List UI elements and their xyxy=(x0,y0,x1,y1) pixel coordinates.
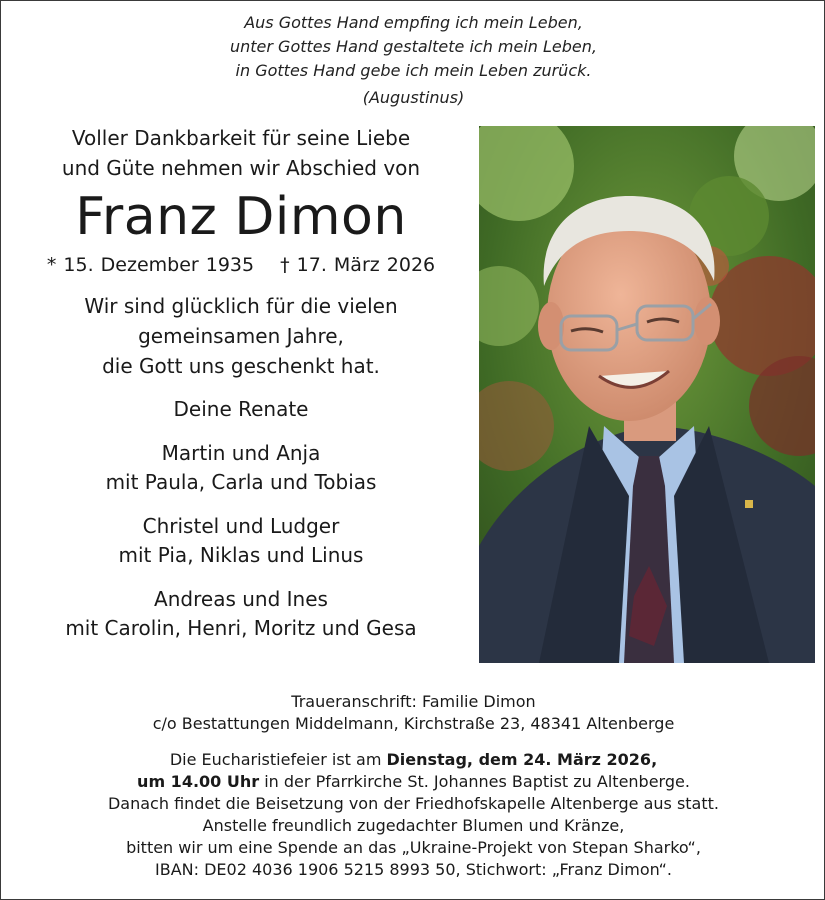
quote-line: unter Gottes Hand gestaltete ich mein Leben, xyxy=(229,37,597,56)
service-line: Anstelle freundlich zugedachter Blumen und Kränze, xyxy=(202,816,625,835)
portrait-photo xyxy=(479,126,815,663)
birth-date: * 15. Dezember 1935 xyxy=(46,254,255,276)
family-line: mit Pia, Niklas und Linus xyxy=(118,543,364,567)
family-line: Andreas und Ines xyxy=(154,587,328,611)
family-group xyxy=(13,439,469,497)
family-group xyxy=(13,585,469,643)
intro-text xyxy=(13,123,469,183)
service-line: um 14.00 Uhr in der Pfarrkirche St. Johannes Baptist zu Altenberge. xyxy=(137,772,690,791)
family-group xyxy=(13,512,469,570)
family-line: Deine Renate xyxy=(173,397,309,421)
intro-line: und Güte nehmen wir Abschied von xyxy=(61,156,421,180)
life-dates xyxy=(13,251,469,279)
intro-line: Voller Dankbarkeit für seine Liebe xyxy=(71,126,411,150)
family-line: mit Paula, Carla und Tobias xyxy=(105,470,377,494)
portrait-illustration xyxy=(479,126,815,663)
mourning-address-line: c/o Bestattungen Middelmann, Kirchstraße 23, 48341 Altenberge xyxy=(152,714,675,733)
verse-line: Wir sind glücklich für die vielen xyxy=(84,294,398,318)
funeral-details xyxy=(1,691,825,881)
service-details xyxy=(1,749,825,881)
service-line: Danach findet die Beisetzung von der Friedhofskapelle Altenberge aus statt. xyxy=(107,794,719,813)
service-line: IBAN: DE02 4036 1906 5215 8993 50, Stichwort: „Franz Dimon“. xyxy=(155,860,672,879)
announcement-column xyxy=(13,123,469,658)
mourning-address-line: Traueranschrift: Familie Dimon xyxy=(291,692,536,711)
verse-line: gemeinsamen Jahre, xyxy=(138,324,344,348)
verse-line: die Gott uns geschenkt hat. xyxy=(102,354,380,378)
deceased-name: Franz Dimon xyxy=(75,187,407,247)
family-line: Christel und Ludger xyxy=(142,514,340,538)
quote-line: in Gottes Hand gebe ich mein Leben zurück. xyxy=(235,61,592,80)
quote-source: (Augustinus) xyxy=(362,88,465,107)
bible-quote xyxy=(1,11,825,110)
family-group xyxy=(13,395,469,424)
quote-line: Aus Gottes Hand empfing ich mein Leben, xyxy=(244,13,583,32)
death-date: † 17. März 2026 xyxy=(280,254,436,276)
family-line: Martin und Anja xyxy=(161,441,321,465)
service-line: bitten wir um eine Spende an das „Ukraine-Projekt von Stepan Sharko“, xyxy=(126,838,701,857)
service-line: Die Eucharistiefeier ist am Dienstag, dem 24. März 2026, xyxy=(169,750,658,769)
memorial-verse xyxy=(13,291,469,381)
family-line: mit Carolin, Henri, Moritz und Gesa xyxy=(65,616,417,640)
mourners-list xyxy=(13,395,469,643)
